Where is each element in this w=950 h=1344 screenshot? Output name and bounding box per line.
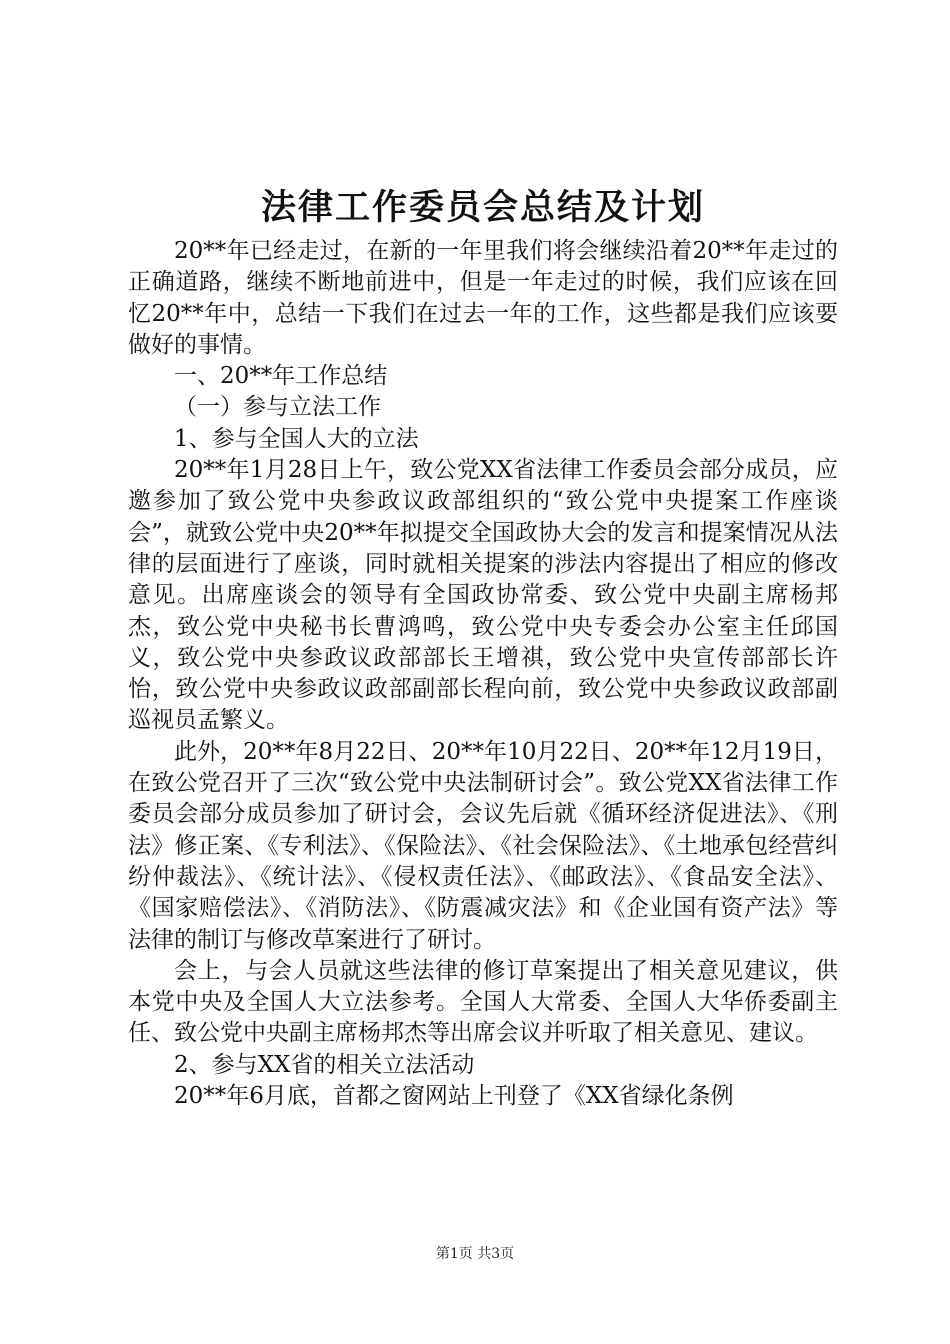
- document-body: [128, 236, 838, 1112]
- body-paragraph: 20**年1月28日上午，致公党XX省法律工作委员会部分成员，应邀参加了致公党中央参政议政部组织的“致公党中央提案工作座谈会”，就致公党中央20**年拟提交全国政协大会的发言和提案情况从法律的层面进行了座谈，同时就相关提案的涉法内容提出了相应的修改意见。出席座谈会的领导有全国政协常委、致公党中央副主席杨邦杰，致公党中央秘书长曹鸿鸣，致公党中央专委会办公室主任邱国义，致公党中央参政议政部部长王增祺，致公党中央宣传部部长许怡，致公党中央参政议政部副部长程向前，致公党中央参政议政部副巡视员孟繁义。: [128, 457, 838, 734]
- item-heading: 1、参与全国人大的立法: [174, 425, 419, 452]
- subsection-heading: （一）参与立法工作: [174, 394, 381, 421]
- item-heading: 2、参与XX省的相关立法活动: [174, 1051, 475, 1078]
- document-page: [128, 0, 838, 1344]
- document-title: 法律工作委员会总结及计划: [260, 187, 705, 228]
- body-paragraph: 会上，与会人员就这些法律的修订草案提出了相关意见建议，供本党中央及全国人大立法参考。全国人大常委、全国人大华侨委副主任、致公党中央副主席杨邦杰等出席会议并听取了相关意见、建议。: [128, 957, 838, 1047]
- body-paragraph: 20**年6月底，首都之窗网站上刊登了《XX省绿化条例: [174, 1083, 734, 1110]
- body-paragraph: 此外，20**年8月22日、20**年10月22日、20**年12月19日，在致公党召开了三次“致公党中央法制研讨会”。致公党XX省法律工作委员会部分成员参加了研讨会，会议先后就《循环经济促进法》、《刑法》修正案、《专利法》、《保险法》、《社会保险法》、《土地承包经营纠纷仲裁法》、《统计法》、《侵权责任法》、《邮政法》、《食品安全法》、《国家赔偿法》、《消防法》、《防震减灾法》和《企业国有资产法》等法律的制订与修改草案进行了研讨。: [128, 738, 838, 953]
- page-footer: 第1页 共3页: [435, 1246, 515, 1262]
- intro-paragraph: 20**年已经走过，在新的一年里我们将会继续沿着20**年走过的正确道路，继续不断地前进中，但是一年走过的时候，我们应该在回忆20**年中，总结一下我们在过去一年的工作，这些都是我们应该要做好的事情。: [128, 238, 838, 358]
- section-heading: 一、20**年工作总结: [174, 363, 388, 390]
